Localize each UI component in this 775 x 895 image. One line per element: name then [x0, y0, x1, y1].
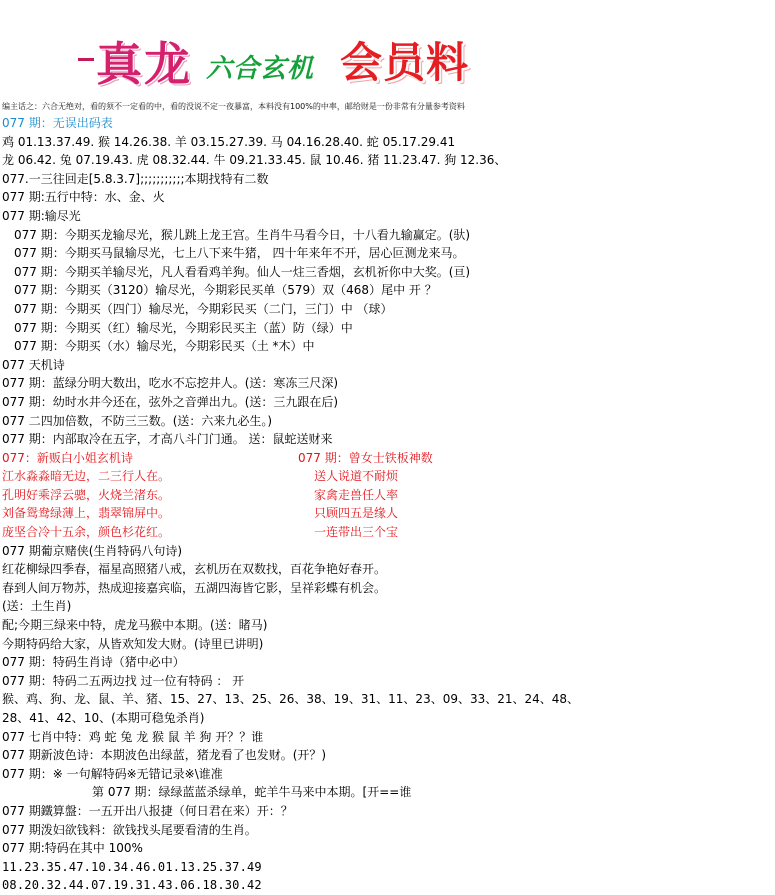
text-line: 配;今期三绿来中特，虎龙马猴中本期。(送：睹马): [2, 618, 268, 633]
text-line: 077 期：今期买（3120）输尽光，今期彩民买单（579）双（468）尾中 开 ？: [14, 283, 437, 298]
text-line: 077 期:五行中特：水、金、火: [2, 190, 165, 205]
document-body: [2, 114, 772, 895]
text-line: [2, 449, 772, 468]
text-line: 077 期:特码在其中 100%: [2, 841, 143, 856]
text-line: 077 期：今期买（四门）输尽光，今期彩民买（二门，三门）中 （球）: [14, 301, 393, 316]
text-line: 077 期泼妇欲钱料：欲钱找头尾要看清的生肖。: [2, 822, 257, 837]
column-right-text: 送人说道不耐烦: [314, 469, 399, 484]
column-left-text: 江水淼淼暗无边，二三行人在。: [2, 469, 171, 484]
banner-dash: [78, 58, 94, 61]
text-line: 077 期：※ 一句解特码※无错记录※\谁准: [2, 766, 223, 781]
text-line: 077 二四加倍数，不防三三数。(送：六来九必生。): [2, 413, 273, 428]
banner-title-part2: 六合玄机: [206, 54, 315, 84]
column-right-text: 只顾四五是缘人: [314, 506, 399, 521]
text-line: [2, 467, 772, 486]
text-line: 077 期:输尽光: [2, 208, 81, 223]
text-line: 红花柳绿四季春，福星高照猪八戒，玄机历在双数找，百花争艳好春开。: [2, 562, 387, 577]
text-line: 春到人间万物苏，热成迎接嘉宾临，五湖四海皆它影，呈祥彩蝶有机会。: [2, 580, 387, 595]
text-line: 08.20.32.44.07.19.31.43.06.18.30.42: [2, 878, 262, 893]
text-line: 077 期：无误出码表: [2, 116, 113, 130]
column-left-text: 孔明好乘浮云骢，火烧兰渚东。: [2, 487, 171, 502]
column-left-text: 庞坚合冷十五余，颜色杉花红。: [2, 525, 171, 540]
disclaimer-notice: 编主话之：六合无绝对，看的须不一定看的中，看的没说不定一夜暴富，本料没有100%的中率，邮给财是一份非常有分量参考资料: [2, 102, 465, 111]
text-line: 077 期葡京赌侠(生肖特码八句诗): [2, 543, 183, 558]
text-line: [2, 486, 772, 505]
banner-title-part3: 会员料: [340, 38, 470, 87]
text-line: 077.一三往回走[5.8.3.7];;;;;;;;;;;本期找特有二数: [2, 171, 269, 186]
text-line: 鸡 01.13.37.49. 猴 14.26.38. 羊 03.15.27.39. 马 04.16.28.40. 蛇 05.17.29.41: [2, 134, 456, 149]
text-line: 11.23.35.47.10.34.46.01.13.25.37.49: [2, 859, 262, 874]
text-line: 077 期：特码二五两边找 过一位有特码 ： 开: [2, 673, 245, 688]
text-line: 077 期：今期买（水）输尽光，今期彩民买（土 *木）中: [14, 339, 315, 354]
text-line: 猴、鸡、狗、龙、鼠、羊、猪、15、27、13、25、26、38、19、31、11、23、09、33、21、24、48、: [2, 692, 580, 707]
text-line: 077 期：蓝绿分明大数出，吃水不忘挖井人。(送：寒冻三尺深): [2, 376, 339, 391]
text-line: 077 期：今期买龙输尽光，猴儿跳上龙王宫。生肖牛马看今日，十八看九输赢定。(驮): [14, 227, 471, 242]
column-right-text: 一连带出三个宝: [314, 525, 399, 540]
column-right-text: 077 期：曾女士铁板神数: [298, 450, 433, 465]
column-left-text: 刘备鸳鸯绿薄上，翡翠锦屏中。: [2, 506, 171, 521]
text-line: 第 077 期：绿绿蓝蓝杀绿单，蛇羊牛马来中本期。[开==谁: [92, 785, 412, 800]
text-line: 077 期新波色诗：本期波色出绿蓝，猪龙看了也发财。(开？): [2, 748, 327, 763]
column-right-text: 家禽走兽任人率: [314, 487, 399, 502]
text-line: 077 天机诗: [2, 357, 65, 372]
text-line: 28、41、42、10、(本期可稳兔杀肖): [2, 711, 205, 725]
text-line: (送：土生肖): [2, 599, 72, 614]
text-line: [2, 523, 772, 542]
text-line: 077 七肖中特：鸡 蛇 兔 龙 猴 鼠 羊 狗 开？？谁: [2, 729, 264, 744]
text-line: 077 期：今期买马鼠输尽光，七上八下来牛猪， 四十年来年不开，居心叵测龙来马。: [14, 246, 465, 261]
text-line: 077 期：今期买羊输尽光，凡人看看鸡羊狗。仙人一炷三香烟，玄机祈你中大奖。(亘): [14, 264, 471, 279]
text-line: 077 期：内部取冷在五字，才高八斗门门通。 送：鼠蛇送财来: [2, 432, 333, 447]
column-left-text: 077：新贩白小姐玄机诗: [2, 450, 133, 465]
title-banner: [78, 28, 518, 90]
text-line: [2, 504, 772, 523]
banner-title-part1: 真龙: [96, 37, 192, 91]
text-line: 龙 06.42. 兔 07.19.43. 虎 08.32.44. 牛 09.21.33.45. 鼠 10.46. 猪 11.23.47. 狗 12.36、: [2, 153, 507, 168]
text-line: 077 期：今期买（红）输尽光，今期彩民买主（蓝）防（绿）中: [14, 320, 353, 335]
text-line: 077 期：幼时水井今还在，弦外之音弹出九。(送：三九跟在后): [2, 394, 339, 409]
text-line: 077 期：特码生肖诗（猪中必中）: [2, 655, 185, 670]
text-line: 077 期鐵算盤：一五开出八报捷（何日君在来）开：？: [2, 803, 293, 818]
text-line: 今期特码给大家，从皆欢知发大财。(诗里已讲明): [2, 636, 264, 651]
